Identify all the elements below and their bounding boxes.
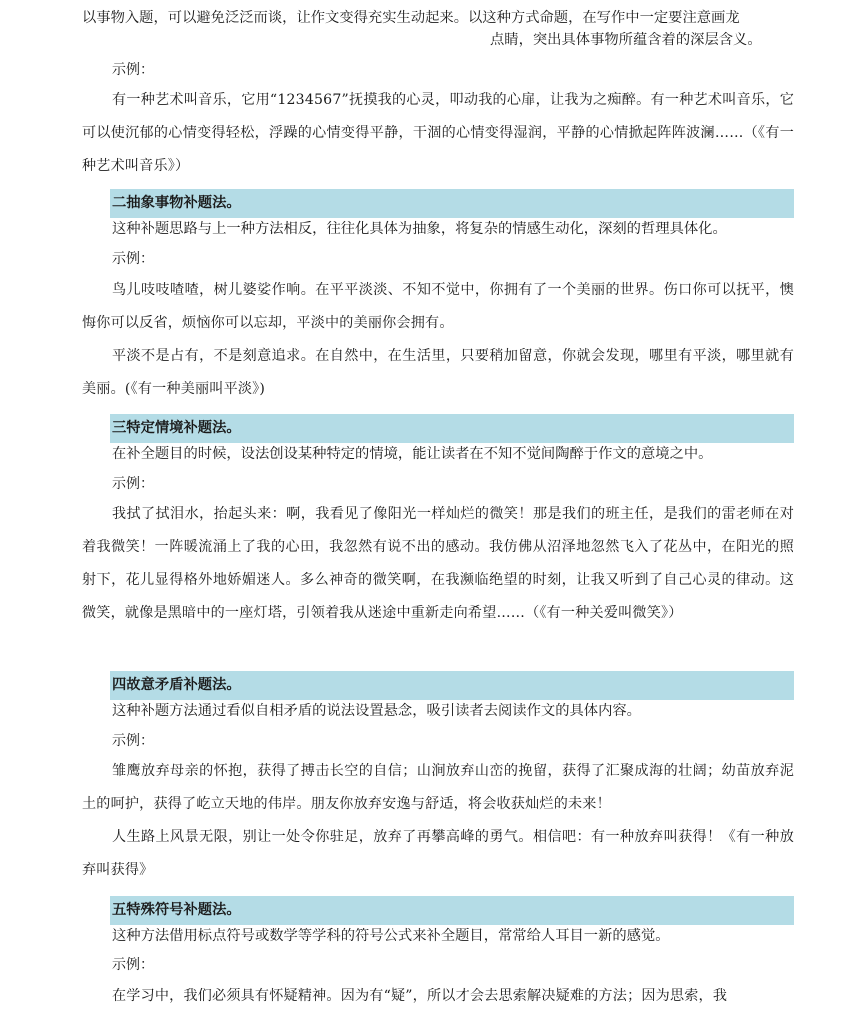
- example-label: 示例：: [112, 733, 154, 749]
- example-paragraph: 平淡不是占有，不是刻意追求。在自然中，在生活里，只要稍加留意，你就会发现，哪里有平淡，哪里就有美丽。(《有一种美丽叫平淡》): [82, 348, 794, 397]
- section-heading-contradiction: 四故意矛盾补题法。: [110, 671, 794, 700]
- example-label: 示例：: [112, 476, 154, 492]
- section-heading-situation: 三特定情境补题法。: [110, 414, 794, 443]
- example-paragraph: 有一种艺术叫音乐，它用“1234567”抚摸我的心灵，叩动我的心扉，让我为之痴醉。有一种艺术叫音乐，它可以使沉郁的心情变得轻松，浮躁的心情变得平静，干涸的心情变得湿润，平静的心情掀起阵阵波澜……（《有一种艺术叫音乐》）: [82, 92, 794, 174]
- example-paragraph: 人生路上风景无限，别让一处令你驻足，放弃了再攀高峰的勇气。相信吧：有一种放弃叫获得！《有一种放弃叫获得》: [82, 829, 794, 878]
- example-paragraph: 我拭了拭泪水，抬起头来：啊，我看见了像阳光一样灿烂的微笑！那是我们的班主任，是我们的雷老师在对着我微笑！一阵暖流涌上了我的心田，我忽然有说不出的感动。我仿佛从沼泽地忽然飞入了花丛中，在阳光的照射下，花儿显得格外地娇媚迷人。多么神奇的微笑啊，在我濒临绝望的时刻，让我又听到了自己心灵的律动。这微笑，就像是黑暗中的一座灯塔，引领着我从迷途中重新走向希望……（《有一种关爱叫微笑》）: [82, 506, 794, 621]
- section-heading-symbol: 五特殊符号补题法。: [110, 896, 794, 925]
- example-label: 示例：: [112, 62, 154, 78]
- intro-text-line2: 点睛，突出具体事物所蕴含着的深层含义。: [490, 32, 762, 48]
- section-heading-abstract: 二抽象事物补题法。: [110, 189, 794, 218]
- example-paragraph: 鸟儿吱吱喳喳，树儿婆娑作响。在平平淡淡、不知不觉中，你拥有了一个美丽的世界。伤口你可以抚平，懊悔你可以反省，烦恼你可以忘却，平淡中的美丽你会拥有。: [82, 282, 794, 331]
- section-description: 这种补题思路与上一种方法相反，往往化具体为抽象，将复杂的情感生动化，深刻的哲理具体化。: [112, 221, 727, 237]
- example-paragraph: 雏鹰放弃母亲的怀抱，获得了搏击长空的自信；山涧放弃山峦的挽留，获得了汇聚成海的壮阔；幼苗放弃泥土的呵护，获得了屹立天地的伟岸。朋友你放弃安逸与舒适，将会收获灿烂的未来！: [82, 763, 794, 812]
- section-description: 这种方法借用标点符号或数学等学科的符号公式来补全题目，常常给人耳目一新的感觉。: [112, 928, 670, 944]
- example-label: 示例：: [112, 251, 154, 267]
- section-description: 在补全题目的时候，设法创设某种特定的情境，能让读者在不知不觉间陶醉于作文的意境之中。: [112, 446, 713, 462]
- example-paragraph: 在学习中，我们必须具有怀疑精神。因为有“疑”，所以才会去思索解决疑难的方法；因为思索，我: [112, 988, 728, 1004]
- intro-text-line1: 以事物入题，可以避免泛泛而谈，让作文变得充实生动起来。以这种方式命题，在写作中一定要注意画龙: [82, 10, 740, 26]
- section-description: 这种补题方法通过看似自相矛盾的说法设置悬念，吸引读者去阅读作文的具体内容。: [112, 703, 641, 719]
- example-label: 示例：: [112, 957, 154, 973]
